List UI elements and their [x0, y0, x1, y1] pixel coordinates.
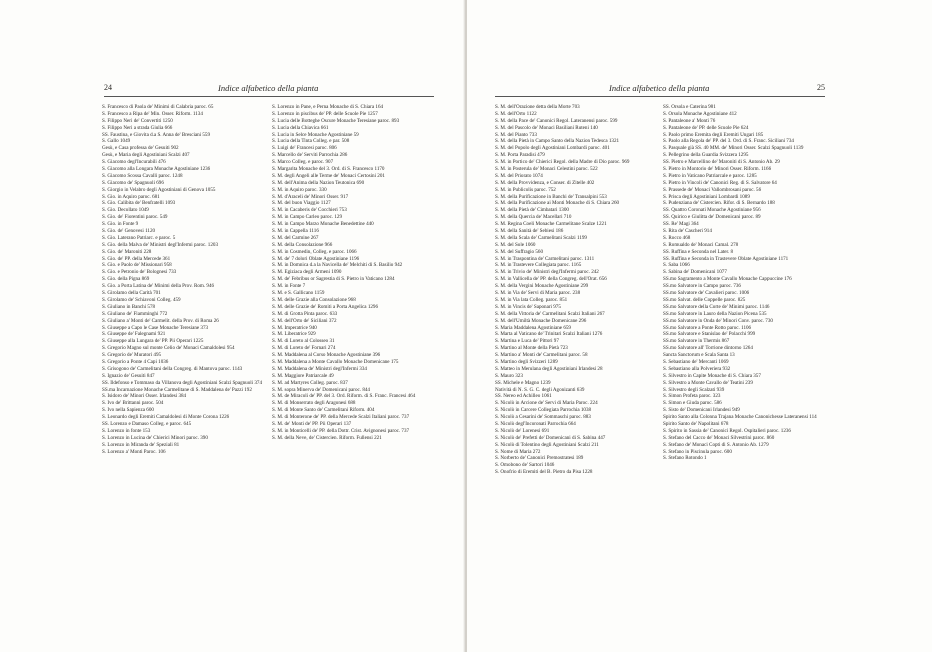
index-entry: S. Leonardo degli Eremiti Camaldolesi di Monte Corona 1226	[102, 414, 230, 421]
index-entry: S. Saba 1066	[663, 262, 690, 269]
index-entry: S. M. della Vergini Monache Agostiniane 299	[495, 283, 589, 290]
index-entry: S. Gregorio Magno sul monte Celio de' Monaci Camaldolesi 954	[102, 345, 235, 352]
index-entry: S. Silvestro in Capite Monache di S. Chiara 357	[663, 372, 761, 379]
index-entry: S. Gio. de' Maroniti 228	[102, 248, 152, 255]
index-entry: S. M. in Trivio de' Ministri degl'Infermi paroc. 242	[495, 269, 599, 276]
index-entry: S. M. della Quercia de' Macellari 710	[495, 214, 572, 221]
index-entry: S. Rocco 468	[663, 234, 691, 241]
index-entry: S. M. del Sole 1060	[495, 241, 536, 248]
index-column-2	[663, 104, 829, 462]
index-entry: S. M. della Vittoria de' Carmelitani Scalzi Italiani 267	[495, 310, 605, 317]
index-entry: S. Gio. e Petronio de' Bolognesi 733	[102, 269, 177, 276]
index-entry: S. Lucia delle Botteghe Oscure Monache Teresiane paroc. 893	[272, 117, 400, 124]
index-entry: S. Ivo de' Brittanni paroc. 504	[102, 400, 164, 407]
index-entry: S. Onofrio di Eremiti del B. Pietro da Pisa 1228	[495, 469, 593, 476]
page-number: 25	[817, 83, 825, 92]
index-entry: S. M. di Monserrato degli Aragonesi 688	[272, 400, 356, 407]
index-entry: SS. Ruffina e Seconda in Trastevere Oblate Agostiniane 1171	[663, 255, 789, 262]
index-entry: S. M. de' 7 dolori Oblate Agostiniane 1196	[272, 255, 360, 262]
index-entry: S. M. Imperatrice 940	[272, 324, 317, 331]
index-entry: S. Nicolò de' Prefetti de' Domenicani di S. Sabina 447	[495, 434, 606, 441]
index-entry: S. Filippo Neri a strada Giulia 666	[102, 124, 173, 131]
index-entry: S. Martino a' Monti de' Carmelitani paroc. 58	[495, 352, 588, 359]
index-entry: S. Gregorio a Ponte 4 Capi 1036	[102, 358, 169, 365]
index-entry: S. Gregorio de' Muratori 495	[102, 352, 162, 359]
index-entry: S. Gio. de' Genovesi 1120	[102, 228, 156, 235]
index-column-1	[102, 104, 270, 455]
index-entry: S. Pantaleone a' Monti 76	[663, 117, 716, 124]
index-entry: S. Ivo nella Sapienza 600	[102, 407, 154, 414]
index-entry: S. Giorgio in Velabro degli Agostiniani di Genova 1055	[102, 186, 216, 193]
index-entry: S. M. in Monticelli de' PP. della Dottr. Crist. Avignonesi paroc. 737	[272, 427, 410, 434]
index-entry: S. M. Egiziaca degli Armeni 1090	[272, 269, 342, 276]
index-entry: S. M. della Provvidenza, e Conser. di Zitelle 402	[495, 179, 595, 186]
index-entry: S. M. della Pace de' Canonici Regol. Lateranensi paroc. 599	[495, 117, 618, 124]
index-entry: S. Lorenzo in piscibus de' PP. delle Scuole Pie 1257	[272, 110, 378, 117]
index-entry: SS. Quattro Coronati Monache Agostiniane 956	[663, 207, 761, 214]
index-entry: S. M. Liberatrice 929	[272, 331, 316, 338]
index-entry: S. M. in Aquiro paroc. 330	[272, 186, 327, 193]
index-entry: S. Giacomo alla Longara Monache Agostiniane 1236	[102, 166, 211, 173]
index-entry: S. Gio. e Paolo de' Missionari 958	[102, 262, 172, 269]
index-entry: SS. Nereo ed Achilleo 1061	[495, 393, 552, 400]
header-rule	[495, 96, 825, 97]
index-entry: Spirito Santo alla Colonna Trajana Monache Canonichesse Lateranensi 114	[663, 414, 817, 421]
index-entry: S. M. della Sanità de' Sebiesi 186	[495, 228, 564, 235]
index-entry: S. Mauro 323	[495, 372, 523, 379]
index-entry: S. M. de' Monti de' PP. Pii Operari 137	[272, 420, 352, 427]
index-entry: S. Lorenzo in Pane, e Perna Monache di S. Chiara 164	[272, 104, 384, 110]
index-entry: S. M. in Vallicella de' PP. della Congreg. dell'Orat. 656	[495, 276, 607, 283]
index-entry: S. M. Maddalena al Corso Monache Agostiniane 396	[272, 352, 381, 359]
index-entry: S. Giuliano a' Monti de' Carmelit. della Prov. di Roma 26	[102, 317, 219, 324]
index-entry: S. M. di Loreto al Colosseo 31	[272, 338, 335, 345]
index-entry: S. Rita de' Cascheri 914	[663, 228, 712, 235]
index-entry: S. M. delle Grazie de' Romiti a Porta Angelica 1296	[272, 303, 379, 310]
index-entry: S. M. della Consolazione 966	[272, 241, 333, 248]
index-entry: SS. Quirico e Giulitta de' Domenicani paroc. 89	[663, 214, 761, 221]
index-entry: S. M. del buon Viaggio 1127	[272, 200, 331, 207]
index-entry: S. Girolamo della Carità 701	[102, 290, 161, 297]
index-entry: S. M. in Vincis de' Saponari 975	[495, 303, 561, 310]
index-entry: S. Gio. Decollato 1049	[102, 207, 149, 214]
index-entry: S. Marta al Vaticano de' Trinitari Scalzi Italiani 1276	[495, 331, 603, 338]
index-entry: S. Nicolò in Arcione de' Servi di Maria Paroc. 224	[495, 400, 598, 407]
index-entry: SS. Re' Magi 364	[663, 221, 699, 228]
index-entry: S. M. della Neve, de' Cistercien. Riform. Fullensi 221	[272, 434, 382, 441]
index-entry: S. Gio. Laterano Patriarc. e paroc. 5	[102, 234, 176, 241]
index-entry: S. Grisogono de' Carmelitani della Congreg. di Mantova paroc. 1143	[102, 365, 243, 372]
index-entry: S. M. delle Grazie alla Consolazione 968	[272, 296, 356, 303]
index-entry: S. Pietro in Vaticano Patriarcale e paroc. 1285	[663, 172, 757, 179]
index-entry: S. Simon e Giuda paroc. 586	[663, 400, 722, 407]
index-entry: S. M. degli Angeli alle Terme de' Monaci Certosini 201	[272, 172, 385, 179]
index-entry: S. Nicolò in Carcere Collegiata Parrochia 1038	[495, 407, 592, 414]
index-entry: S. Martino degli Svizzeri 1289	[495, 358, 558, 365]
index-entry: S. M. in Portico de' Chierici Regol. della Madre di Dio paroc. 969	[495, 159, 630, 166]
index-entry: S. M. di Monterone de' PP. della Mercede Scalzi Italiani paroc. 737	[272, 414, 410, 421]
index-entry: S. Omobono de' Sartori 1046	[495, 462, 555, 469]
index-entry: S. M. della Scala de' Carmelitani Scalzi 1199	[495, 234, 587, 241]
index-entry: S. M. in Trastevere Collegiata paroc. 1165	[495, 262, 582, 269]
index-entry: S. M. di Loreto de' Fornari 274	[272, 345, 336, 352]
left-page	[0, 0, 465, 652]
index-entry: S. M. in Campo Carleo paroc. 129	[272, 214, 343, 221]
right-page	[467, 0, 932, 652]
index-entry: S. M. della Pietà de' Cimbatari 1300	[495, 207, 569, 214]
index-entry: S. Giacomo Scossa Cavalli paroc. 1248	[102, 172, 183, 179]
index-entry: S. Pudenziana de' Cistercien. Rifor. di S. Bernardo 188	[663, 200, 775, 207]
index-entry: S. Romualdo de' Monaci Camal. 278	[663, 241, 739, 248]
index-entry: SS. Ildefonso e Tommaso da Villanova degli Agostiniani Scalzi Spagnuoli 374	[102, 379, 263, 386]
index-entry: S. Filippo Neri de' Convertiti 1250	[102, 117, 173, 124]
index-entry: S. Stefano Rotondo 1	[663, 455, 707, 462]
index-entry: S. Ignazio de' Gesuiti 847	[102, 372, 155, 379]
index-entry: S. M. ad Martyres Colleg. paroc. 837	[272, 379, 348, 386]
index-entry: SS.mo Salvatore della Corte de' Minimi paroc. 1146	[663, 303, 770, 310]
index-entry: S. M. in Posterula de' Monaci Celestini paroc. 522	[495, 166, 598, 173]
index-entry: S. Lorenzo in Lucina de' Chierici Minori paroc. 390	[102, 434, 208, 441]
index-entry: S. M. in Domnica d.a la Navicella de' Melchiti di S. Basilio 942	[272, 262, 403, 269]
index-entry: S. Gallo 1049	[102, 138, 131, 145]
header-rule	[104, 96, 434, 97]
index-entry: S. Prisca degli Agostiniani Lombardi 1089	[663, 193, 750, 200]
index-entry: SS.mo Sagramento a Monte Cavallo Monache Cappuccine 176	[663, 276, 792, 283]
index-entry: S. M. e S. Gallicano 1159	[272, 290, 325, 297]
index-entry: S. Prassede de' Monaci Vallombrosani paroc. 56	[663, 186, 762, 193]
index-entry: S. Pantaleone de' PP. delle Scuole Pie 624	[663, 124, 749, 131]
index-entry: S. Francesco a Ripa de' Min. Osser. Riform. 1134	[102, 110, 203, 117]
index-entry: S. Spirito in Sassia de' Canonici Regol. Ospitalieri paroc. 1236	[663, 427, 791, 434]
index-entry: SS. Ruffina e Seconda nel Later. 8	[663, 248, 734, 255]
index-entry: S. Lorenzo in Miranda de' Speziali 81	[102, 441, 180, 448]
page-number: 24	[104, 83, 112, 92]
index-entry: Sancta Sanctorum e Scala Santa 13	[663, 352, 735, 359]
index-entry: S. Marco Colleg. e paroc. 907	[272, 159, 334, 166]
index-entry: SS.mo Salvatore all' Torrione dintorno 1264	[663, 345, 753, 352]
index-entry: S. Silvestro a Monte Cavallo de' Teatini 239	[663, 379, 753, 386]
index-entry: S. Maria Maddalena Agostiniane 659	[495, 324, 571, 331]
index-entry: S. M. del Priorato 1074	[495, 172, 543, 179]
index-entry: S. M. de' Febribus or Sagrestia di S. Pietro in Vaticano 1284	[272, 276, 395, 283]
index-entry: SS. Faustina, e Giovita d.a S. Anna de' Bresciani 559	[102, 131, 211, 138]
index-entry: S. Marcello de' Serviti Parrochia 286	[272, 152, 348, 159]
index-entry: S. M. in Cappella 1116	[272, 228, 319, 235]
index-entry: S. M. sopra Minerva de' Domenicani paroc. 844	[272, 386, 370, 393]
index-entry: S. Martino al Monte della Pietà 723	[495, 345, 568, 352]
index-entry: S. M. in Fonte 7	[272, 283, 306, 290]
index-entry: S. Silvestro degli Scalzati 939	[663, 386, 725, 393]
index-entry: S. M. di Monte Santo de' Carmelitani Riform. 404	[272, 407, 375, 414]
index-entry: S. Stefano de' Monaci Copti di S. Antonio Ab. 1279	[663, 441, 769, 448]
index-entry: S. Orsola Monache Agostiniane 412	[663, 110, 737, 117]
index-entry: SS.mo Salvat. delle Coppelle paroc. 825	[663, 296, 746, 303]
index-entry: S. Pasquale già SS. 40 MM. de' Minori Osser. Scalzi Spagnuoli 1139	[663, 145, 804, 152]
index-entry: S. M. in Campo Marzo Monache Benedettine 440	[272, 221, 374, 228]
index-entry: S. Sisto de' Domenicani Irlandesi 949	[663, 407, 740, 414]
index-entry: S. M. della Purificazione in Banchi de' Transalpini 553	[495, 193, 607, 200]
index-entry: S. Gio. Calibita de' Benfratelli 1093	[102, 200, 176, 207]
index-entry: S. Nicolò degl'Incoronati Parrochia 664	[495, 420, 576, 427]
index-entry: SS. Lorenzo e Damaso Colleg. e paroc. 645	[102, 420, 192, 427]
index-entry: S. M. dell'Orto de' Siciliani 372	[272, 317, 337, 324]
index-entry: S. Isidoro de' Minori Osser. Irlandesi 384	[102, 393, 187, 400]
index-entry: S. Lorenzo a' Monti Paroc. 106	[102, 448, 166, 455]
index-entry: S. Giuliano in Banchi 578	[102, 303, 156, 310]
index-entry: Gesù, e Maria degli Agostiniani Scalzi 407	[102, 152, 190, 159]
index-entry: S. Sabina de' Domenicani 1077	[663, 269, 727, 276]
index-entry: SS.mo Salvatore e Stanislao de' Polacchi 999	[663, 331, 756, 338]
index-entry: SS.mo Salvatore in Lauro della Nazion Picena 535	[663, 310, 767, 317]
index-entry: S. Lucia della Chiavica 661	[272, 124, 329, 131]
index-entry: S. M. Maddalena a Monte Cavallo Monache Domenicane 175	[272, 358, 399, 365]
index-entry: S. M. del Popolo degli Agostiniani Lombardi paroc. 401	[495, 145, 610, 152]
running-title: Indice alfabetico della pianta	[609, 83, 710, 93]
index-entry: S. Girolamo de' Schiavoni Colleg. 459	[102, 296, 181, 303]
index-entry: S. Norberto de' Canonici Premostratesi 189	[495, 455, 584, 462]
index-entry: S. Paolo alla Regola de' PP. del 3. Ord. di S. Franc. Siciliani 734	[663, 138, 794, 145]
index-entry: S. M. in Via lata Colleg. paroc. 851	[495, 296, 568, 303]
index-entry: S. Nicolò de' Lorenesi 691	[495, 427, 550, 434]
index-entry: S. Luigi de' Francesi paroc. 806	[272, 145, 337, 152]
index-entry: SS. Orsola e Caterina 981	[663, 104, 716, 110]
index-entry: S. Gio. de' PP. della Mercede 361	[102, 255, 171, 262]
index-entry: S. M. de Miracoli de' PP. del 3. Ord. Riform. di S. Franc. Francesi 464	[272, 393, 416, 400]
index-entry: S. M. Regina Coeli Monache Carmelitane Scalze 1221	[495, 221, 607, 228]
index-entry: S. M. d'Araceli de' Minori Osser. 917	[272, 193, 349, 200]
index-entry: Gesù, e Casa professa de' Gesuiti 902	[102, 145, 179, 152]
index-entry: S. M. Maggiore Patriarcale 49	[272, 372, 334, 379]
index-entry: S. M. di Grotta Pinta paroc. 633	[272, 310, 338, 317]
index-entry: SS.mo Salvatore de' Cavalieri paroc. 1006	[663, 290, 750, 297]
index-entry: S. M. della Pietà in Campo Santo della Nazion Tedesca 1321	[495, 138, 620, 145]
index-entry: SS. Michele e Magno 1239	[495, 379, 551, 386]
left-page-header	[104, 83, 434, 99]
index-entry: S. Gio. della Pigna 869	[102, 276, 150, 283]
index-column-1	[495, 104, 655, 476]
index-entry: S. M. della Purificazione ai Monti Monache di S. Chiara 260	[495, 200, 620, 207]
index-entry: S. Nicolò di Tolentino degli Agostiniani Scalzi 211	[495, 441, 599, 448]
index-entry: S. M. del Pascolo de' Monaci Basiliani Ruteni 140	[495, 124, 598, 131]
index-entry: S. Simon Profeta paroc. 323	[663, 393, 721, 400]
running-title: Indice alfabetico della pianta	[218, 83, 319, 93]
index-entry: S. Giacomo de' Spagnuoli 696	[102, 179, 164, 186]
index-entry: S. M. dell'Orto 1122	[495, 110, 537, 117]
index-entry: S. Lucia in Selce Monache Agostiniane 59	[272, 131, 359, 138]
index-entry: S. Gio. in Aquiro paroc. 681	[102, 193, 160, 200]
index-entry: S. Giacomo degl'Incurabili 476	[102, 159, 166, 166]
index-entry: S. Giuliano de' Fiamminghi 772	[102, 310, 168, 317]
index-entry: S. M. dell'Orazione detta della Morte 703	[495, 104, 580, 110]
index-entry: Natività di N. S. G. C. degli Agonizanti 639	[495, 386, 585, 393]
index-entry: S. M. del Suffragio 560	[495, 248, 544, 255]
index-entry: S. M. Maddalena de' Ministri degl'Infermi 334	[272, 365, 367, 372]
index-entry: S. Francesco di Paola de' Minimi di Calabria paroc. 65	[102, 104, 214, 110]
index-entry: S. M. in Cosmedin, Colleg. e paroc. 1066	[272, 248, 357, 255]
index-entry: S. Paolo primo Eremita degli Eremiti Ungari 185	[663, 131, 764, 138]
index-entry: S. M. in Publicolis paroc. 752	[495, 186, 556, 193]
index-entry: S. Pietro in Montorio de' Minori Osser. Riform. 1166	[663, 166, 772, 173]
index-entry: S. Gio. a Porta Latina de' Minimi della Prov. Rom. 946	[102, 283, 215, 290]
index-entry: S. M. del Pianto 733	[495, 131, 537, 138]
index-entry: S. Nicolò a Cesarini de' Sommaschi paroc. 883	[495, 414, 591, 421]
index-entry: S. Sebastiano de' Mercanti 1069	[663, 358, 729, 365]
index-entry: S. Lucia della Tinta Colleg. e par. 508	[272, 138, 350, 145]
index-entry: SS. Pietro e Marcellino de' Maroniti di S. Antonio Ab. 29	[663, 159, 780, 166]
index-entry: S. Martina e Luca de' Pittori 97	[495, 338, 559, 345]
index-entry: S. M. in Via de' Servi di Maria paroc. 238	[495, 290, 581, 297]
index-entry: S. M. dell'Anima della Nazion Teutonica 690	[272, 179, 365, 186]
index-entry: S. Gio. de' Fiorentini paroc. 549	[102, 214, 168, 221]
index-entry: S. Giuseppe alla Lungara de' PP. Pii Operari 1225	[102, 338, 204, 345]
index-entry: S. Stefano del Cacco de' Monaci Silvestrini paroc. 860	[663, 434, 775, 441]
index-entry: SS.ma Incarnazione Monache Carmelitane di S. Maddalena de' Pazzi 192	[102, 386, 252, 393]
index-entry: S. M. Porta Paradisi 479	[495, 152, 545, 159]
index-entry: S. Lorenzo in fonte 153	[102, 427, 151, 434]
index-entry: S. M. in Cacaberis de' Cocchieri 753	[272, 207, 347, 214]
index-entry: SS.mo Salvatore in Onda de' Minori Conv. paroc. 730	[663, 317, 773, 324]
index-entry: S. M. in Traspontina de' Carmelitani paroc. 1311	[495, 255, 595, 262]
index-entry: S. Gio. in Fonte 9	[102, 221, 139, 228]
index-column-2	[272, 104, 442, 442]
index-entry: S. Margarita Monache del 3. Ord. di S. Francesco 1170	[272, 166, 385, 173]
index-entry: SS.mo Salvatore in Thermis 867	[663, 338, 730, 345]
index-entry: SS.mo Salvatore in Campo paroc. 736	[663, 283, 741, 290]
index-entry: S. Stefano in Piscinula paroc. 600	[663, 448, 732, 455]
index-entry: S. Matteo in Merulana degli Agostiniani Irlandesi 28	[495, 365, 603, 372]
index-entry: SS.mo Salvatore a Ponte Rotto paroc. 1106	[663, 324, 752, 331]
index-entry: S. Pellegrino della Guardia Svizzera 1295	[663, 152, 749, 159]
index-entry: S. Gio. della Malva de' Ministri degl'Infermi paroc. 1203	[102, 241, 218, 248]
index-entry: S. Giuseppe a Capo le Case Monache Teresiane 373	[102, 324, 209, 331]
index-entry: S. M. dell'Umiltà Monache Domenicane 296	[495, 317, 587, 324]
index-entry: Spirito Santo de' Napolitani 678	[663, 420, 729, 427]
index-entry: S. M. del Carmine 267	[272, 234, 319, 241]
right-page-header	[495, 83, 825, 99]
index-entry: S. Sebastiano alla Polveriera 932	[663, 365, 731, 372]
index-entry: S. Giuseppe de' Falegnami 921	[102, 331, 166, 338]
index-entry: S. Pietro in Vincoli de' Canonici Reg. di S. Salvatore 64	[663, 179, 777, 186]
index-entry: S. Nome di Maria 272	[495, 448, 541, 455]
